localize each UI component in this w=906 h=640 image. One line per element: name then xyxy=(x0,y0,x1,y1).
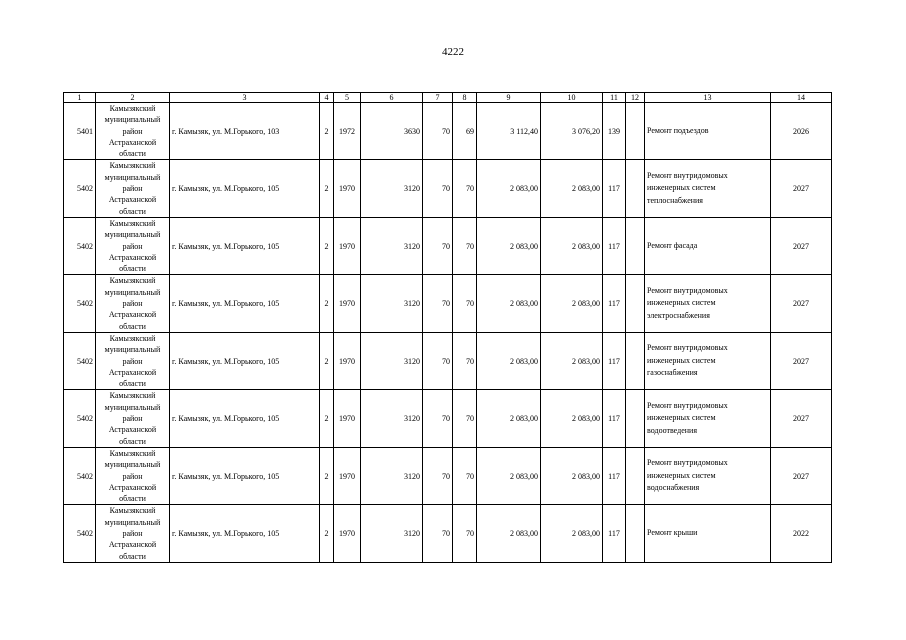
col6-cell: 3630 xyxy=(361,103,423,160)
column-header: 4 xyxy=(320,93,334,103)
col4-cell: 2 xyxy=(320,447,334,504)
address-cell: г. Камызяк, ул. М.Горького, 105 xyxy=(170,505,320,562)
municipality-line: район xyxy=(122,471,143,481)
col12-cell xyxy=(626,390,645,447)
work-type-line: Ремонт внутридомовых xyxy=(647,285,728,295)
col10-cell: 2 083,00 xyxy=(541,332,603,389)
work-type-line: Ремонт фасада xyxy=(647,240,698,250)
col10-cell: 2 083,00 xyxy=(541,505,603,562)
col12-cell xyxy=(626,275,645,332)
planned-year-cell: 2027 xyxy=(771,160,832,217)
work-type-cell xyxy=(645,103,771,160)
address-cell: г. Камызяк, ул. М.Горького, 105 xyxy=(170,217,320,274)
work-type-line: Ремонт крыши xyxy=(647,528,698,538)
work-type-line: инженерных систем xyxy=(647,355,716,365)
planned-year-cell: 2027 xyxy=(771,217,832,274)
municipality-line: район xyxy=(122,414,143,424)
municipality-line: район xyxy=(122,184,143,194)
municipality-cell xyxy=(96,390,170,447)
object-id-cell: 5402 xyxy=(64,217,96,274)
object-id-cell: 5402 xyxy=(64,505,96,562)
object-id-cell: 5402 xyxy=(64,390,96,447)
year-built-cell: 1970 xyxy=(334,505,361,562)
address-cell: г. Камызяк, ул. М.Горького, 105 xyxy=(170,447,320,504)
municipality-line: области xyxy=(119,206,146,216)
work-type-cell xyxy=(645,390,771,447)
municipality-line: области xyxy=(119,379,146,389)
municipality-line: Астраханской xyxy=(108,137,157,147)
municipality-line: муниципальный xyxy=(104,402,161,412)
municipality-line: район xyxy=(122,528,143,538)
work-type-line: газоснабжения xyxy=(647,368,698,378)
year-built-cell: 1970 xyxy=(334,390,361,447)
col7-cell: 70 xyxy=(423,447,453,504)
work-type-line: инженерных систем xyxy=(647,470,716,480)
address-cell: г. Камызяк, ул. М.Горького, 105 xyxy=(170,390,320,447)
col6-cell: 3120 xyxy=(361,160,423,217)
col7-cell: 70 xyxy=(423,332,453,389)
municipality-line: Астраханской xyxy=(108,195,157,205)
municipality-line: области xyxy=(119,149,146,159)
year-built-cell: 1970 xyxy=(334,217,361,274)
col8-cell: 70 xyxy=(453,447,477,504)
municipality-line: район xyxy=(122,356,143,366)
col11-cell: 139 xyxy=(603,103,626,160)
work-type-line: электроснабжения xyxy=(647,310,710,320)
column-header: 2 xyxy=(96,93,170,103)
municipality-line: Астраханской xyxy=(108,252,157,262)
municipality-line: Астраханской xyxy=(108,310,157,320)
col11-cell: 117 xyxy=(603,160,626,217)
work-type-line: инженерных систем xyxy=(647,183,716,193)
col7-cell: 70 xyxy=(423,505,453,562)
col4-cell: 2 xyxy=(320,332,334,389)
year-built-cell: 1970 xyxy=(334,332,361,389)
municipality-line: Камызякский xyxy=(109,391,156,401)
col11-cell: 117 xyxy=(603,332,626,389)
column-header: 5 xyxy=(334,93,361,103)
col9-cell: 2 083,00 xyxy=(477,447,541,504)
column-header: 8 xyxy=(453,93,477,103)
column-header: 6 xyxy=(361,93,423,103)
col10-cell: 2 083,00 xyxy=(541,447,603,504)
municipality-line: Камызякский xyxy=(109,506,156,516)
address-cell: г. Камызяк, ул. М.Горького, 105 xyxy=(170,275,320,332)
work-type-line: инженерных систем xyxy=(647,413,716,423)
municipality-line: области xyxy=(119,551,146,561)
col6-cell: 3120 xyxy=(361,447,423,504)
col8-cell: 70 xyxy=(453,275,477,332)
planned-year-cell: 2026 xyxy=(771,103,832,160)
municipality-cell xyxy=(96,505,170,562)
col9-cell: 2 083,00 xyxy=(477,217,541,274)
work-type-cell xyxy=(645,447,771,504)
column-header: 12 xyxy=(626,93,645,103)
col4-cell: 2 xyxy=(320,217,334,274)
column-header: 13 xyxy=(645,93,771,103)
col8-cell: 70 xyxy=(453,160,477,217)
col4-cell: 2 xyxy=(320,275,334,332)
column-header: 9 xyxy=(477,93,541,103)
column-header: 1 xyxy=(64,93,96,103)
column-header: 10 xyxy=(541,93,603,103)
table-row xyxy=(64,275,832,332)
year-built-cell: 1970 xyxy=(334,275,361,332)
column-header: 7 xyxy=(423,93,453,103)
col9-cell: 2 083,00 xyxy=(477,505,541,562)
planned-year-cell: 2027 xyxy=(771,332,832,389)
col11-cell: 117 xyxy=(603,447,626,504)
work-type-cell xyxy=(645,505,771,562)
col11-cell: 117 xyxy=(603,217,626,274)
col4-cell: 2 xyxy=(320,103,334,160)
col9-cell: 2 083,00 xyxy=(477,160,541,217)
municipality-line: муниципальный xyxy=(104,115,161,125)
municipality-line: Астраханской xyxy=(108,540,157,550)
column-header: 14 xyxy=(771,93,832,103)
work-type-line: инженерных систем xyxy=(647,298,716,308)
col4-cell: 2 xyxy=(320,390,334,447)
page-number: 4222 xyxy=(442,46,464,58)
col9-cell: 3 112,40 xyxy=(477,103,541,160)
municipality-cell xyxy=(96,332,170,389)
table-row xyxy=(64,505,832,562)
col10-cell: 2 083,00 xyxy=(541,390,603,447)
municipality-cell xyxy=(96,217,170,274)
planned-year-cell: 2022 xyxy=(771,505,832,562)
municipality-line: области xyxy=(119,494,146,504)
col6-cell: 3120 xyxy=(361,217,423,274)
col9-cell: 2 083,00 xyxy=(477,275,541,332)
work-type-line: Ремонт внутридомовых xyxy=(647,343,728,353)
table-header-row xyxy=(64,93,832,103)
municipality-line: области xyxy=(119,264,146,274)
col6-cell: 3120 xyxy=(361,390,423,447)
municipality-cell xyxy=(96,103,170,160)
object-id-cell: 5402 xyxy=(64,332,96,389)
municipality-line: области xyxy=(119,436,146,446)
col8-cell: 70 xyxy=(453,217,477,274)
table-row xyxy=(64,332,832,389)
municipality-cell xyxy=(96,160,170,217)
col4-cell: 2 xyxy=(320,505,334,562)
col12-cell xyxy=(626,217,645,274)
repair-schedule-table xyxy=(63,92,832,563)
address-cell: г. Камызяк, ул. М.Горького, 105 xyxy=(170,332,320,389)
work-type-line: водоснабжения xyxy=(647,483,700,493)
col11-cell: 117 xyxy=(603,505,626,562)
municipality-line: Камызякский xyxy=(109,448,156,458)
col8-cell: 70 xyxy=(453,390,477,447)
object-id-cell: 5401 xyxy=(64,103,96,160)
col4-cell: 2 xyxy=(320,160,334,217)
municipality-line: Камызякский xyxy=(109,104,156,113)
object-id-cell: 5402 xyxy=(64,160,96,217)
work-type-cell xyxy=(645,160,771,217)
col6-cell: 3120 xyxy=(361,332,423,389)
municipality-line: области xyxy=(119,321,146,331)
col7-cell: 70 xyxy=(423,390,453,447)
municipality-cell xyxy=(96,275,170,332)
work-type-line: теплоснабжения xyxy=(647,195,703,205)
municipality-line: район xyxy=(122,126,143,136)
object-id-cell: 5402 xyxy=(64,447,96,504)
table-row xyxy=(64,160,832,217)
municipality-line: муниципальный xyxy=(104,287,161,297)
municipality-line: муниципальный xyxy=(104,345,161,355)
planned-year-cell: 2027 xyxy=(771,275,832,332)
table-row xyxy=(64,390,832,447)
work-type-line: Ремонт подъездов xyxy=(647,125,709,135)
municipality-line: район xyxy=(122,241,143,251)
col8-cell: 70 xyxy=(453,332,477,389)
municipality-line: район xyxy=(122,299,143,309)
municipality-line: муниципальный xyxy=(104,172,161,182)
col10-cell: 2 083,00 xyxy=(541,275,603,332)
planned-year-cell: 2027 xyxy=(771,447,832,504)
planned-year-cell: 2027 xyxy=(771,390,832,447)
work-type-cell xyxy=(645,332,771,389)
work-type-line: Ремонт внутридомовых xyxy=(647,170,728,180)
municipality-line: Камызякский xyxy=(109,276,156,286)
municipality-line: Камызякский xyxy=(109,333,156,343)
object-id-cell: 5402 xyxy=(64,275,96,332)
municipality-line: муниципальный xyxy=(104,517,161,527)
col7-cell: 70 xyxy=(423,275,453,332)
table-row xyxy=(64,217,832,274)
work-type-cell xyxy=(645,217,771,274)
col12-cell xyxy=(626,447,645,504)
municipality-cell xyxy=(96,447,170,504)
municipality-line: Камызякский xyxy=(109,161,156,171)
col12-cell xyxy=(626,160,645,217)
col9-cell: 2 083,00 xyxy=(477,332,541,389)
year-built-cell: 1972 xyxy=(334,103,361,160)
col12-cell xyxy=(626,332,645,389)
municipality-line: Камызякский xyxy=(109,218,156,228)
col12-cell xyxy=(626,103,645,160)
col10-cell: 2 083,00 xyxy=(541,217,603,274)
col8-cell: 70 xyxy=(453,505,477,562)
work-type-line: Ремонт внутридомовых xyxy=(647,458,728,468)
col7-cell: 70 xyxy=(423,217,453,274)
col9-cell: 2 083,00 xyxy=(477,390,541,447)
municipality-line: Астраханской xyxy=(108,367,157,377)
municipality-line: муниципальный xyxy=(104,460,161,470)
col10-cell: 2 083,00 xyxy=(541,160,603,217)
column-header: 3 xyxy=(170,93,320,103)
municipality-line: муниципальный xyxy=(104,230,161,240)
col6-cell: 3120 xyxy=(361,505,423,562)
work-type-line: Ремонт внутридомовых xyxy=(647,400,728,410)
work-type-cell xyxy=(645,275,771,332)
col11-cell: 117 xyxy=(603,390,626,447)
col10-cell: 3 076,20 xyxy=(541,103,603,160)
table-row xyxy=(64,103,832,160)
col7-cell: 70 xyxy=(423,103,453,160)
col7-cell: 70 xyxy=(423,160,453,217)
col6-cell: 3120 xyxy=(361,275,423,332)
column-header: 11 xyxy=(603,93,626,103)
work-type-line: водоотведения xyxy=(647,425,697,435)
col12-cell xyxy=(626,505,645,562)
year-built-cell: 1970 xyxy=(334,447,361,504)
table-row xyxy=(64,447,832,504)
address-cell: г. Камызяк, ул. М.Горького, 103 xyxy=(170,103,320,160)
col11-cell: 117 xyxy=(603,275,626,332)
municipality-line: Астраханской xyxy=(108,482,157,492)
municipality-line: Астраханской xyxy=(108,425,157,435)
address-cell: г. Камызяк, ул. М.Горького, 105 xyxy=(170,160,320,217)
year-built-cell: 1970 xyxy=(334,160,361,217)
col8-cell: 69 xyxy=(453,103,477,160)
